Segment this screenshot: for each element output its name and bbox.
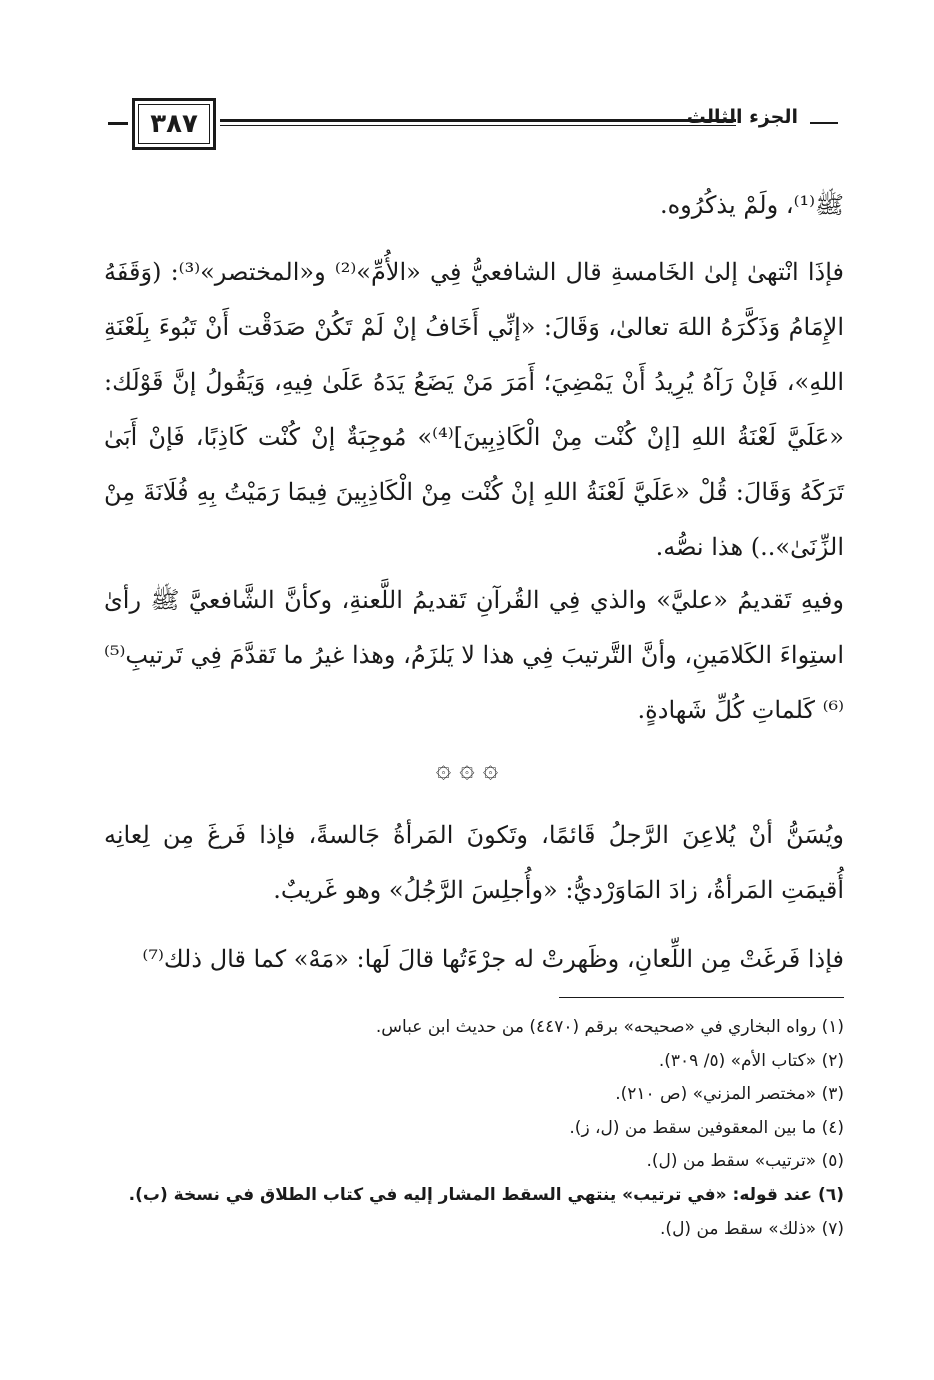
section-separator-ornament: ۞ ۞ ۞ (435, 754, 499, 784)
footnote-item: (٢) «كتاب الأم» (٥/ ٣٠٩). (658, 1050, 844, 1071)
footnotes-list (104, 1012, 844, 1247)
paragraph-text: ويُسَنُّ أنْ يُلاعِنَ الرَّجلُ قَائمًا، وتَكونَ المَرأةُ جَالسةً، فإذا فَرغَ مِن لِعانِه أُقيمَتِ المَرأةُ، زادَ المَاوَرْديُّ: «وأُجلِسَ الرَّجُلُ» وهو غَريبٌ. (104, 821, 844, 904)
paragraph-text: ﷺ⁽¹⁾، ولَمْ يذكُرُوه. (659, 191, 844, 219)
paragraph-text: فإذا فَرغَتْ مِن اللِّعانِ، وظَهرتْ له جرْءَتُها قالَ لَها: «مَهْ» كما قال ذلك⁽⁷⁾ (142, 945, 844, 973)
footnote-item: (٧) «ذلك» سقط من (ل). (660, 1218, 844, 1239)
footnote-item: (٥) «ترتيب» سقط من (ل). (646, 1151, 844, 1172)
page-number: ٣٨٧ (138, 104, 210, 144)
header-rule-thin (220, 125, 736, 126)
running-title: الجزء الثالث (686, 106, 798, 128)
footnote-item: (١) رواه البخاري في «صحيحه» برقم (٤٤٧٠) من حديث ابن عباس. (375, 1017, 844, 1037)
footnote-item: (٤) ما بين المعقوفين سقط من (ل، ز). (569, 1117, 844, 1138)
paragraph (104, 178, 844, 233)
paragraph (104, 573, 844, 738)
footnote-item: (٦) عند قوله: «في ترتيب» ينتهي السقط المشار إليه في كتاب الطلاق في نسخة (ب). (128, 1184, 844, 1205)
header-rule (220, 119, 736, 122)
footnote-rule (559, 997, 844, 998)
paragraph-text: وفيهِ تَقديمُ «عليَّ» والذي فِي القُرآنِ تَقديمُ اللَّعنةِ، وكأنَّ الشَّافعيَّ ﷺ رأىٰ استِواءَ الكَلامَينِ، وأنَّ التَّرتيبَ فِي هذا لا يَلزَمُ، وهذا غيرُ ما تَقدَّمَ فِي تَرتيبِ⁽⁵⁾⁽⁶⁾ كَلماتِ كُلِّ شَهادةٍ. (104, 586, 844, 724)
page-number-frame (132, 98, 216, 150)
paragraph (104, 245, 844, 575)
paragraph-text: فإذَا انْتهىٰ إلىٰ الخَامسةِ قال الشافعيُّ فِي «الأُمِّ»⁽²⁾ و«المختصر»⁽³⁾: (وَقَفَهُ الإِمَامُ وَذَكَّرَهُ اللهَ تعالىٰ، وَقَالَ: «إنِّي أَخَافُ إنْ لَمْ تَكُنْ صَدَقْت أَنْ تَبُوءَ بِلَعْنَةِ اللهِ»، فَإنْ رَآهُ يُرِيدُ أَنْ يَمْضِيَ؛ أَمَرَ مَنْ يَضَعُ يَدَهُ عَلَىٰ فِيهِ، وَيَقُولُ إنَّ قَوْلَك: «عَلَيَّ لَعْنَةُ اللهِ [إنْ كُنْت مِنْ الْكَاذِبِينَ]⁽⁴⁾» مُوجِبَةٌ إنْ كُنْت كَاذِبًا، فَإنْ أَبَىٰ تَرَكَهُ وَقَالَ: قُلْ «عَلَيَّ لَعْنَةُ اللهِ إنْ كُنْت مِنْ الْكَاذِبِينَ فِيمَا رَمَيْتُ بِهِ فُلَانَةَ مِنْ الزِّنَىٰ»..) هذا نصُّه. (104, 258, 844, 561)
paragraph (104, 932, 844, 987)
header-rule-right (810, 122, 838, 124)
header-rule-left (108, 122, 128, 125)
footnote-item: (٣) «مختصر المزني» (ص ٢١٠). (615, 1084, 844, 1105)
page-header (108, 98, 838, 158)
paragraph (104, 808, 844, 918)
